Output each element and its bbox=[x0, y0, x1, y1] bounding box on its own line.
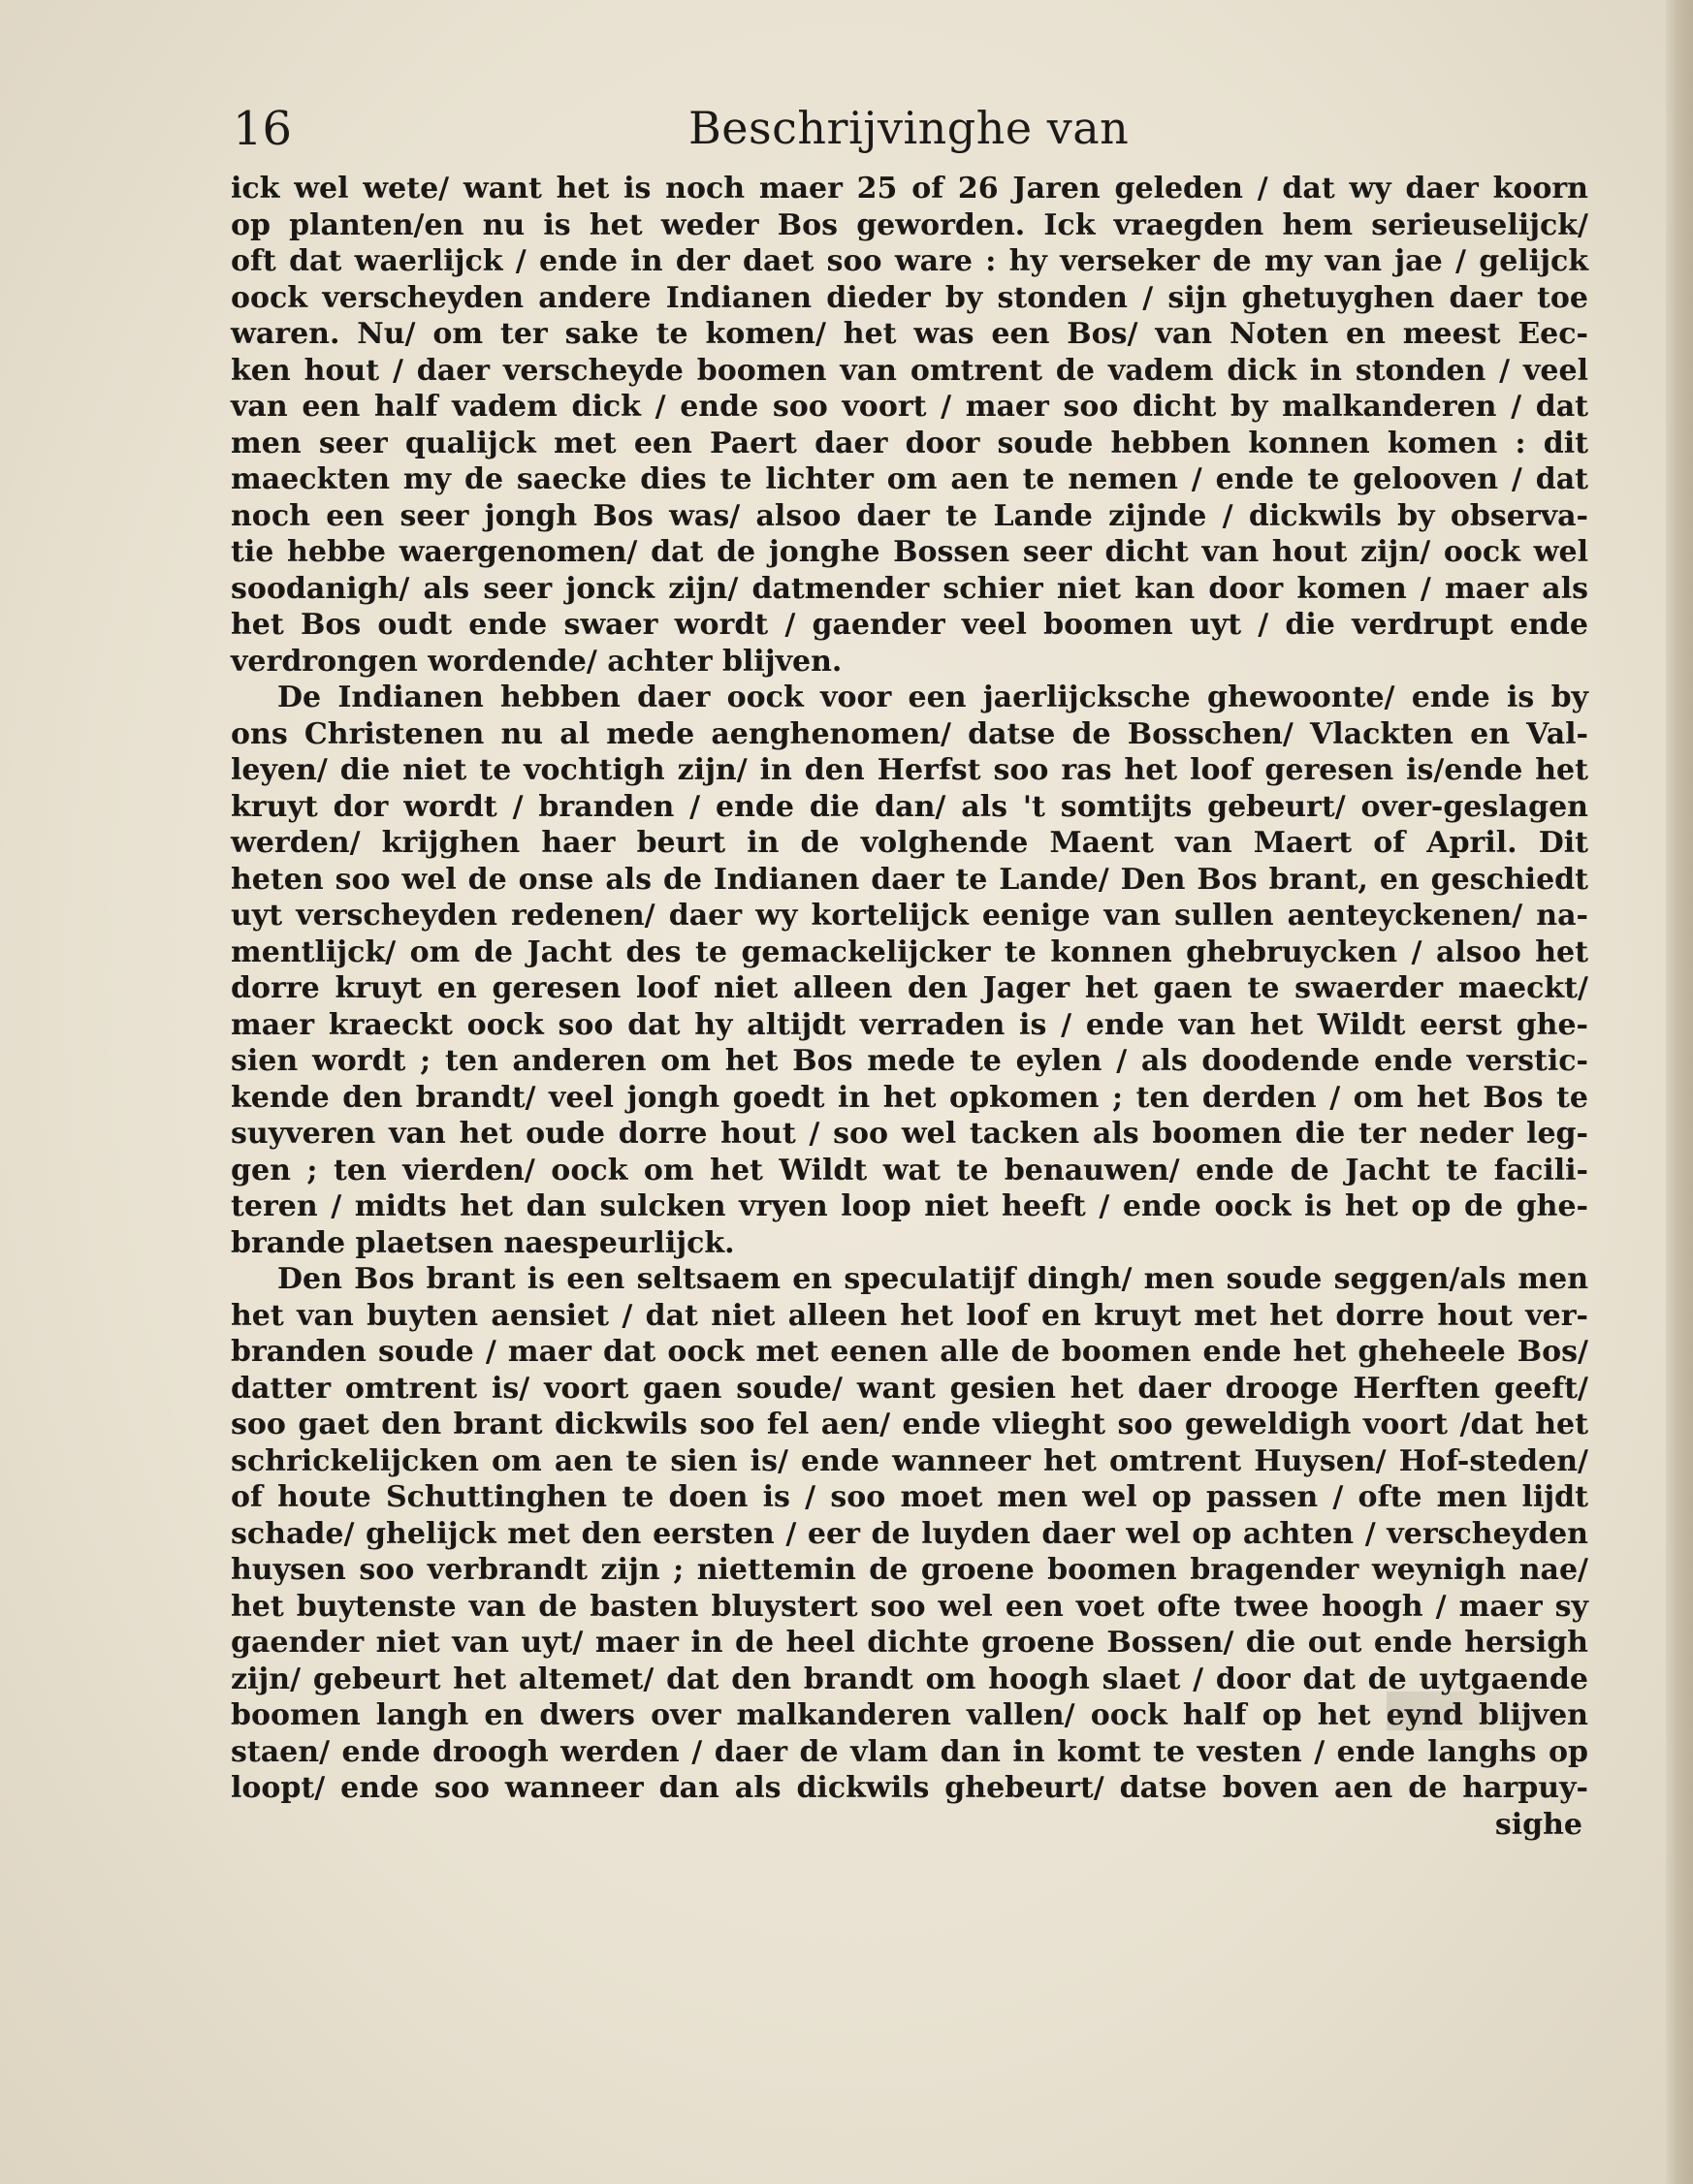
text-line: heten soo wel de onse als de Indianen daer te Lande/ Den Bos brant, en geschiedt bbox=[231, 862, 1588, 897]
text-line: waren. Nu/ om ter sake te komen/ het was een Bos/ van Noten en meest Eec- bbox=[231, 317, 1588, 351]
text-line: sien wordt ; ten anderen om het Bos mede te eylen / als doodende ende verstic- bbox=[231, 1044, 1588, 1078]
text-line: datter omtrent is/ voort gaen soude/ want gesien het daer drooge Herften geeft/ bbox=[231, 1371, 1588, 1406]
text-line: staen/ ende droogh werden / daer de vlam dan in komt te vesten / ende langhs op bbox=[231, 1734, 1588, 1769]
body-text bbox=[231, 171, 1588, 1843]
text-line: tie hebbe waergenomen/ dat de jonghe Bossen seer dicht van hout zijn/ oock wel bbox=[231, 535, 1588, 569]
text-line: op planten/en nu is het weder Bos geworden. Ick vraegden hem serieuselijck/ bbox=[231, 207, 1588, 242]
text-line: van een half vadem dick / ende soo voort / maer soo dicht by malkanderen / dat bbox=[231, 390, 1588, 424]
page-number: 16 bbox=[233, 102, 293, 156]
text-line: De Indianen hebben daer oock voor een jaerlijcksche ghewoonte/ ende is by bbox=[277, 681, 1588, 714]
text-line: ons Christenen nu al mede aenghenomen/ datse de Bosschen/ Vlackten en Val- bbox=[231, 716, 1588, 751]
text-line: uyt verscheyden redenen/ daer wy kortelijck eenige van sullen aenteyckenen/ na- bbox=[231, 899, 1588, 933]
text-line: het van buyten aensiet / dat niet alleen het loof en kruyt met het dorre hout ver- bbox=[231, 1298, 1588, 1333]
text-line: gaender niet van uyt/ maer in de heel dichte groene Bossen/ die out ende hersigh bbox=[231, 1626, 1588, 1660]
text-line: men seer qualijck met een Paert daer door soude hebben konnen komen : dit bbox=[231, 426, 1588, 460]
text-line: zijn/ gebeurt het altemet/ dat den brandt om hoogh slaet / door dat de uytgaende bbox=[231, 1662, 1588, 1696]
text-line: dorre kruyt en geresen loof niet alleen den Jager het gaen te swaerder maeckt/ bbox=[231, 971, 1588, 1005]
text-line: soo gaet den brant dickwils soo fel aen/ ende vlieght soo geweldigh voort /dat het bbox=[231, 1408, 1588, 1441]
text-line: noch een seer jongh Bos was/ alsoo daer te Lande zijnde / dickwils by observa- bbox=[231, 498, 1588, 533]
text-line: of houte Schuttinghen te doen is / soo moet men wel op passen / ofte men lijdt bbox=[231, 1480, 1588, 1514]
text-line: brande plaetsen naespeurlijck. bbox=[231, 1225, 735, 1260]
text-line: schade/ ghelijck met den eersten / eer de luyden daer wel op achten / verscheyden bbox=[231, 1516, 1588, 1551]
text-line: schrickelijcken om aen te sien is/ ende wanneer het omtrent Huysen/ Hof-steden/ bbox=[231, 1443, 1588, 1478]
text-line: ken hout / daer verscheyde boomen van omtrent de vadem dick in stonden / veel bbox=[231, 353, 1588, 388]
text-line: maeckten my de saecke dies te lichter om aen te nemen / ende te gelooven / dat bbox=[231, 462, 1588, 496]
text-line: het buytenste van de basten bluystert soo wel een voet ofte twee hoogh / maer sy bbox=[231, 1589, 1588, 1624]
text-line: suyveren van het oude dorre hout / soo wel tacken als boomen die ter neder leg- bbox=[231, 1117, 1588, 1151]
text-line: oock verscheyden andere Indianen dieder by stonden / sijn ghetuyghen daer toe bbox=[231, 280, 1588, 315]
page-edge bbox=[1666, 0, 1693, 2184]
show-through-mark bbox=[1387, 1692, 1542, 1730]
text-line: ick wel wete/ want het is noch maer 25 of 26 Jaren geleden / dat wy daer koorn bbox=[231, 172, 1588, 206]
text-line: kende den brandt/ veel jongh goedt in het opkomen ; ten derden / om het Bos te bbox=[231, 1080, 1588, 1115]
text-line: verdrongen wordende/ achter blijven. bbox=[231, 644, 843, 679]
text-line: Den Bos brant is een seltsaem en speculatijf dingh/ men soude seggen/als men bbox=[277, 1262, 1588, 1296]
page-header bbox=[233, 102, 1590, 170]
text-line: werden/ krijghen haer beurt in de volghende Maent van Maert of April. Dit bbox=[231, 826, 1588, 860]
catchword: sighe bbox=[1494, 1807, 1582, 1842]
running-title: Beschrijvinghe van bbox=[688, 102, 1130, 154]
text-line: loopt/ ende soo wanneer dan als dickwils ghebeurt/ datse boven aen de harpuy- bbox=[231, 1771, 1588, 1805]
text-line: maer kraeckt oock soo dat hy altijdt verraden is / ende van het Wildt eerst ghe- bbox=[231, 1007, 1588, 1042]
text-line: boomen langh en dwers over malkanderen vallen/ oock half op het eynd blijven bbox=[231, 1698, 1588, 1732]
text-line: teren / midts het dan sulcken vryen loop niet heeft / ende oock is het op de ghe- bbox=[231, 1189, 1588, 1223]
text-line: soodanigh/ als seer jonck zijn/ datmender schier niet kan door komen / maer als bbox=[231, 571, 1588, 606]
text-line: branden soude / maer dat oock met eenen alle de boomen ende het gheheele Bos/ bbox=[231, 1335, 1588, 1369]
text-line: kruyt dor wordt / branden / ende die dan/ als 't somtijts gebeurt/ over-geslagen bbox=[231, 789, 1588, 824]
text-line: gen ; ten vierden/ oock om het Wildt wat te benauwen/ ende de Jacht te facili- bbox=[231, 1153, 1588, 1187]
text-line: oft dat waerlijck / ende in der daet soo ware : hy verseker de my van jae / gelijck bbox=[231, 244, 1588, 278]
text-line: het Bos oudt ende swaer wordt / gaender veel boomen uyt / die verdrupt ende bbox=[231, 608, 1588, 642]
text-line: leyen/ die niet te vochtigh zijn/ in den Herfst soo ras het loof geresen is/ende het bbox=[231, 753, 1588, 787]
text-line: mentlijck/ om de Jacht des te gemackelijcker te konnen ghebruycken / alsoo het bbox=[231, 934, 1588, 969]
text-line: huysen soo verbrandt zijn ; niettemin de groene boomen bragender weynigh nae/ bbox=[231, 1553, 1588, 1587]
